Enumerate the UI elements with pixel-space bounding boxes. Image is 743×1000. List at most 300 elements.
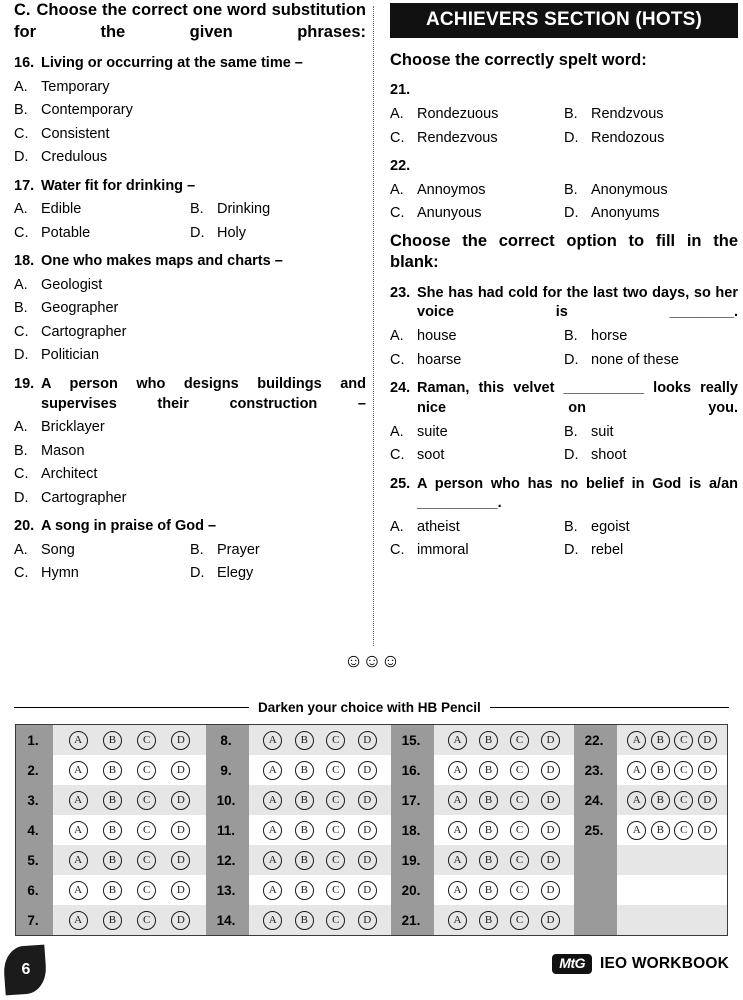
omr-bubble-d[interactable]: D bbox=[358, 851, 377, 870]
omr-bubble-c[interactable]: C bbox=[510, 911, 529, 930]
option-row[interactable] bbox=[14, 440, 366, 463]
smiley-faces-icon: ☺☺☺ bbox=[343, 651, 400, 672]
option-row[interactable] bbox=[390, 127, 564, 150]
question-25-number: 25. bbox=[390, 475, 411, 492]
omr-number: 6. bbox=[27, 882, 39, 898]
question-17-stem: Water fit for drinking – bbox=[41, 177, 196, 194]
omr-bubble-a[interactable]: A bbox=[263, 761, 282, 780]
question-25 bbox=[390, 475, 738, 563]
option-text: atheist bbox=[417, 518, 460, 535]
omr-number-column bbox=[206, 725, 249, 935]
page-footer bbox=[0, 944, 743, 1000]
omr-bubble-a[interactable]: A bbox=[69, 791, 88, 810]
omr-row[interactable] bbox=[617, 755, 727, 785]
omr-bubble-a[interactable]: A bbox=[69, 731, 88, 750]
question-23-stem-wrap bbox=[390, 284, 738, 323]
omr-bubble-a[interactable]: A bbox=[69, 911, 88, 930]
omr-bubble-a[interactable]: A bbox=[69, 881, 88, 900]
omr-bubble-b[interactable]: B bbox=[651, 731, 670, 750]
omr-bubble-c[interactable]: C bbox=[137, 731, 156, 750]
option-pair-row bbox=[390, 516, 738, 539]
option-label: B. bbox=[564, 106, 578, 123]
omr-bubble-c[interactable]: C bbox=[674, 761, 693, 780]
option-row[interactable] bbox=[14, 198, 190, 221]
omr-row-empty bbox=[617, 845, 727, 875]
option-row[interactable] bbox=[190, 562, 366, 585]
option-text: Consistent bbox=[41, 125, 110, 142]
omr-bubble-a[interactable]: A bbox=[448, 911, 467, 930]
option-pair-row bbox=[390, 421, 738, 444]
option-text: Geographer bbox=[41, 300, 119, 317]
omr-bubble-b[interactable]: B bbox=[479, 911, 498, 930]
option-label: D. bbox=[564, 351, 579, 368]
option-row[interactable] bbox=[14, 146, 366, 169]
option-row[interactable] bbox=[564, 179, 738, 202]
omr-row[interactable] bbox=[249, 875, 391, 905]
question-22-options bbox=[390, 179, 738, 226]
option-text: Potable bbox=[41, 224, 91, 241]
omr-bubble-a[interactable]: A bbox=[69, 761, 88, 780]
option-row[interactable] bbox=[390, 325, 564, 348]
option-text: house bbox=[417, 328, 457, 345]
omr-bubble-a[interactable]: A bbox=[69, 821, 88, 840]
option-pair-row bbox=[390, 127, 738, 150]
omr-bubble-column bbox=[53, 725, 206, 935]
option-label: B. bbox=[564, 423, 578, 440]
rule-left bbox=[14, 707, 249, 708]
option-row[interactable] bbox=[390, 349, 564, 372]
option-text: hoarse bbox=[417, 351, 462, 368]
omr-number-empty bbox=[574, 905, 617, 935]
omr-bubble-a[interactable]: A bbox=[448, 821, 467, 840]
omr-row[interactable] bbox=[617, 785, 727, 815]
omr-bubble-c[interactable]: C bbox=[510, 731, 529, 750]
omr-bubble-a[interactable]: A bbox=[448, 761, 467, 780]
omr-row[interactable] bbox=[249, 725, 391, 755]
omr-bubble-b[interactable]: B bbox=[295, 851, 314, 870]
omr-bubble-d[interactable]: D bbox=[358, 911, 377, 930]
omr-bubble-d[interactable]: D bbox=[358, 761, 377, 780]
omr-bubble-c[interactable]: C bbox=[510, 881, 529, 900]
omr-bubble-d[interactable]: D bbox=[358, 821, 377, 840]
omr-bubble-c[interactable]: C bbox=[510, 761, 529, 780]
option-label: C. bbox=[390, 542, 405, 559]
omr-row[interactable] bbox=[53, 845, 206, 875]
question-21-number: 21. bbox=[390, 82, 411, 99]
omr-number: 16. bbox=[401, 762, 421, 778]
section-c-label: C. bbox=[14, 1, 31, 19]
omr-bubble-c[interactable]: C bbox=[510, 791, 529, 810]
omr-bubble-a[interactable]: A bbox=[448, 851, 467, 870]
omr-number: 10. bbox=[216, 792, 236, 808]
omr-bubble-d[interactable]: D bbox=[171, 731, 190, 750]
option-text: Anonymous bbox=[591, 181, 668, 198]
omr-bubble-b[interactable]: B bbox=[295, 881, 314, 900]
question-17-stem-wrap bbox=[14, 177, 366, 197]
column-divider bbox=[373, 6, 374, 646]
option-label: B. bbox=[564, 518, 578, 535]
omr-bubble-d[interactable]: D bbox=[541, 881, 560, 900]
option-label: B. bbox=[564, 328, 578, 345]
omr-bubble-c[interactable]: C bbox=[674, 791, 693, 810]
omr-bubble-d[interactable]: D bbox=[541, 761, 560, 780]
omr-row[interactable] bbox=[53, 755, 206, 785]
omr-bubble-d[interactable]: D bbox=[541, 851, 560, 870]
omr-row[interactable] bbox=[249, 815, 391, 845]
option-text: Anonyums bbox=[591, 205, 660, 222]
omr-bubble-c[interactable]: C bbox=[326, 761, 345, 780]
option-label: C. bbox=[390, 205, 405, 222]
option-text: shoot bbox=[591, 447, 627, 464]
omr-bubble-d[interactable]: D bbox=[171, 761, 190, 780]
omr-bubble-b[interactable]: B bbox=[295, 761, 314, 780]
option-label: B. bbox=[14, 442, 28, 459]
question-20-stem: A song in praise of God – bbox=[41, 518, 217, 535]
omr-number-empty bbox=[574, 875, 617, 905]
omr-bubble-a[interactable]: A bbox=[263, 851, 282, 870]
omr-bubble-b[interactable]: B bbox=[295, 731, 314, 750]
omr-bubble-d[interactable]: D bbox=[358, 731, 377, 750]
omr-bubble-b[interactable]: B bbox=[295, 821, 314, 840]
omr-bubble-a[interactable]: A bbox=[263, 911, 282, 930]
omr-bubble-b[interactable]: B bbox=[479, 851, 498, 870]
option-row[interactable] bbox=[390, 444, 564, 467]
omr-bubble-c[interactable]: C bbox=[326, 731, 345, 750]
omr-bubble-c[interactable]: C bbox=[674, 731, 693, 750]
option-pair-row bbox=[390, 202, 738, 225]
omr-bubble-c[interactable]: C bbox=[326, 881, 345, 900]
option-label: C. bbox=[14, 224, 29, 241]
omr-number: 22. bbox=[584, 732, 604, 748]
question-16-stem-wrap bbox=[14, 54, 366, 74]
omr-bubble-d[interactable]: D bbox=[358, 881, 377, 900]
option-text: Song bbox=[41, 541, 75, 558]
option-pair-row bbox=[390, 539, 738, 562]
option-label: B. bbox=[14, 102, 28, 119]
option-row[interactable] bbox=[14, 321, 366, 344]
option-text: Rondezuous bbox=[417, 106, 499, 123]
omr-bubble-c[interactable]: C bbox=[326, 821, 345, 840]
omr-bubble-d[interactable]: D bbox=[541, 791, 560, 810]
option-text: Annoymos bbox=[417, 181, 486, 198]
option-row[interactable] bbox=[14, 539, 190, 562]
option-row[interactable] bbox=[564, 127, 738, 150]
question-16 bbox=[14, 54, 366, 170]
omr-bubble-b[interactable]: B bbox=[479, 821, 498, 840]
omr-bubble-b[interactable]: B bbox=[479, 791, 498, 810]
omr-bubble-b[interactable]: B bbox=[651, 791, 670, 810]
option-row[interactable] bbox=[564, 202, 738, 225]
option-text: Cartographer bbox=[41, 489, 127, 506]
option-text: Architect bbox=[41, 466, 98, 483]
omr-bubble-c[interactable]: C bbox=[137, 851, 156, 870]
option-label: D. bbox=[564, 447, 579, 464]
omr-bubble-b[interactable]: B bbox=[651, 761, 670, 780]
option-row[interactable] bbox=[14, 562, 190, 585]
option-label: D. bbox=[564, 542, 579, 559]
omr-bubble-a[interactable]: A bbox=[448, 791, 467, 810]
option-pair-row bbox=[390, 179, 738, 202]
omr-bubble-a[interactable]: A bbox=[627, 731, 646, 750]
omr-number: 15. bbox=[401, 732, 421, 748]
question-23-number: 23. bbox=[390, 284, 411, 301]
option-text: Credulous bbox=[41, 149, 108, 166]
option-label: A. bbox=[14, 201, 28, 218]
omr-answer-grid[interactable] bbox=[15, 724, 728, 936]
question-25-stem-wrap bbox=[390, 475, 738, 514]
omr-row[interactable] bbox=[434, 845, 574, 875]
omr-number: 14. bbox=[216, 912, 236, 928]
option-row[interactable] bbox=[564, 103, 738, 126]
option-text: Temporary bbox=[41, 78, 110, 95]
omr-number: 3. bbox=[27, 792, 39, 808]
omr-bubble-b[interactable]: B bbox=[103, 821, 122, 840]
omr-bubble-d[interactable]: D bbox=[171, 821, 190, 840]
option-text: Rendozous bbox=[591, 129, 665, 146]
question-24 bbox=[390, 379, 738, 467]
omr-bubble-b[interactable]: B bbox=[479, 761, 498, 780]
option-row[interactable] bbox=[564, 421, 738, 444]
omr-number: 23. bbox=[584, 762, 604, 778]
option-pair-row bbox=[390, 103, 738, 126]
option-pair-row bbox=[390, 444, 738, 467]
option-row[interactable] bbox=[14, 99, 366, 122]
omr-bubble-a[interactable]: A bbox=[263, 881, 282, 900]
omr-bubble-c[interactable]: C bbox=[326, 911, 345, 930]
question-21-stem-wrap bbox=[390, 81, 738, 101]
option-row[interactable] bbox=[190, 539, 366, 562]
omr-row[interactable] bbox=[434, 815, 574, 845]
omr-number: 5. bbox=[27, 852, 39, 868]
option-row[interactable] bbox=[14, 463, 366, 486]
option-text: Contemporary bbox=[41, 102, 133, 119]
omr-bubble-d[interactable]: D bbox=[541, 731, 560, 750]
omr-bubble-c[interactable]: C bbox=[137, 821, 156, 840]
option-label: D. bbox=[14, 347, 29, 364]
omr-bubble-c[interactable]: C bbox=[137, 791, 156, 810]
option-row[interactable] bbox=[564, 349, 738, 372]
omr-row[interactable] bbox=[617, 725, 727, 755]
omr-bubble-a[interactable]: A bbox=[448, 731, 467, 750]
option-label: D. bbox=[564, 129, 579, 146]
option-row[interactable] bbox=[14, 344, 366, 367]
option-label: A. bbox=[14, 541, 28, 558]
option-text: Edible bbox=[41, 201, 82, 218]
omr-bubble-a[interactable]: A bbox=[263, 821, 282, 840]
option-row[interactable] bbox=[190, 222, 366, 245]
omr-bubble-b[interactable]: B bbox=[103, 881, 122, 900]
omr-bubble-c[interactable]: C bbox=[137, 881, 156, 900]
omr-bubble-c[interactable]: C bbox=[137, 911, 156, 930]
option-label: C. bbox=[390, 351, 405, 368]
omr-number: 8. bbox=[220, 732, 232, 748]
question-18-options bbox=[14, 274, 366, 368]
omr-bubble-d[interactable]: D bbox=[698, 821, 717, 840]
option-row[interactable] bbox=[564, 539, 738, 562]
option-pair-row bbox=[390, 325, 738, 348]
option-row[interactable] bbox=[14, 274, 366, 297]
option-label: A. bbox=[390, 106, 404, 123]
omr-number: 12. bbox=[216, 852, 236, 868]
question-24-number: 24. bbox=[390, 380, 411, 397]
option-label: C. bbox=[14, 466, 29, 483]
option-label: A. bbox=[14, 78, 28, 95]
omr-bubble-b[interactable]: B bbox=[103, 851, 122, 870]
question-23-options bbox=[390, 325, 738, 372]
option-row[interactable] bbox=[390, 202, 564, 225]
omr-bubble-b[interactable]: B bbox=[103, 731, 122, 750]
option-pair-row bbox=[14, 222, 366, 245]
omr-bubble-a[interactable]: A bbox=[627, 791, 646, 810]
omr-row[interactable] bbox=[53, 725, 206, 755]
omr-number: 1. bbox=[27, 732, 39, 748]
omr-bubble-a[interactable]: A bbox=[69, 851, 88, 870]
omr-bubble-d[interactable]: D bbox=[358, 791, 377, 810]
option-row[interactable] bbox=[390, 421, 564, 444]
option-row[interactable] bbox=[564, 325, 738, 348]
omr-bubble-c[interactable]: C bbox=[326, 851, 345, 870]
omr-bubble-b[interactable]: B bbox=[295, 791, 314, 810]
question-19-stem-wrap bbox=[14, 375, 366, 414]
omr-bubble-a[interactable]: A bbox=[448, 881, 467, 900]
option-row[interactable] bbox=[390, 539, 564, 562]
question-19-number: 19. bbox=[14, 375, 35, 392]
omr-bubble-d[interactable]: D bbox=[171, 911, 190, 930]
option-pair-row bbox=[14, 539, 366, 562]
omr-bubble-a[interactable]: A bbox=[263, 731, 282, 750]
omr-row[interactable] bbox=[434, 785, 574, 815]
option-row[interactable] bbox=[190, 198, 366, 221]
omr-bubble-b[interactable]: B bbox=[295, 911, 314, 930]
omr-bubble-b[interactable]: B bbox=[651, 821, 670, 840]
omr-row[interactable] bbox=[249, 785, 391, 815]
omr-bubble-b[interactable]: B bbox=[103, 911, 122, 930]
omr-number: 24. bbox=[584, 792, 604, 808]
option-text: soot bbox=[417, 447, 445, 464]
omr-row[interactable] bbox=[434, 875, 574, 905]
omr-row[interactable] bbox=[249, 755, 391, 785]
omr-row[interactable] bbox=[434, 725, 574, 755]
rule-right bbox=[490, 707, 729, 708]
omr-number-column bbox=[16, 725, 53, 935]
omr-bubble-d[interactable]: D bbox=[698, 761, 717, 780]
omr-row[interactable] bbox=[434, 755, 574, 785]
option-label: D. bbox=[190, 224, 205, 241]
omr-bubble-d[interactable]: D bbox=[171, 881, 190, 900]
option-label: A. bbox=[390, 328, 404, 345]
omr-bubble-d[interactable]: D bbox=[171, 851, 190, 870]
omr-bubble-d[interactable]: D bbox=[698, 791, 717, 810]
option-label: C. bbox=[14, 125, 29, 142]
omr-number: 18. bbox=[401, 822, 421, 838]
omr-bubble-d[interactable]: D bbox=[541, 911, 560, 930]
option-row[interactable] bbox=[14, 222, 190, 245]
option-row[interactable] bbox=[390, 103, 564, 126]
section-c-title: Choose the correct one word substitution for the given phrases: bbox=[14, 1, 366, 41]
question-17 bbox=[14, 177, 366, 246]
omr-row[interactable] bbox=[53, 785, 206, 815]
omr-row[interactable] bbox=[434, 905, 574, 935]
option-row[interactable] bbox=[14, 76, 366, 99]
option-label: B. bbox=[564, 181, 578, 198]
option-row[interactable] bbox=[390, 179, 564, 202]
omr-row[interactable] bbox=[53, 905, 206, 935]
omr-row[interactable] bbox=[249, 845, 391, 875]
brand-footer bbox=[552, 954, 729, 974]
question-18-stem: One who makes maps and charts – bbox=[41, 253, 283, 270]
omr-bubble-c[interactable]: C bbox=[510, 821, 529, 840]
omr-bubble-c[interactable]: C bbox=[510, 851, 529, 870]
omr-bubble-b[interactable]: B bbox=[103, 791, 122, 810]
omr-bubble-d[interactable]: D bbox=[698, 731, 717, 750]
omr-number: 13. bbox=[216, 882, 236, 898]
omr-row[interactable] bbox=[53, 875, 206, 905]
omr-number: 4. bbox=[27, 822, 39, 838]
omr-bubble-b[interactable]: B bbox=[479, 881, 498, 900]
omr-number: 20. bbox=[401, 882, 421, 898]
option-label: B. bbox=[190, 201, 204, 218]
omr-number: 21. bbox=[401, 912, 421, 928]
option-row[interactable] bbox=[14, 416, 366, 439]
omr-block-1 bbox=[16, 725, 206, 935]
omr-instruction-text: Darken your choice with HB Pencil bbox=[258, 700, 481, 715]
question-24-stem: Raman, this velvet __________ looks really nice on you. bbox=[417, 380, 738, 416]
omr-block-2 bbox=[206, 725, 391, 935]
option-label: B. bbox=[190, 541, 204, 558]
omr-row[interactable] bbox=[53, 815, 206, 845]
omr-row[interactable] bbox=[249, 905, 391, 935]
omr-number-column bbox=[391, 725, 434, 935]
option-row[interactable] bbox=[14, 487, 366, 510]
omr-bubble-d[interactable]: D bbox=[171, 791, 190, 810]
omr-row[interactable] bbox=[617, 815, 727, 845]
omr-bubble-c[interactable]: C bbox=[326, 791, 345, 810]
option-label: A. bbox=[390, 181, 404, 198]
option-text: suite bbox=[417, 423, 448, 440]
omr-number: 19. bbox=[401, 852, 421, 868]
option-text: Holy bbox=[217, 224, 247, 241]
omr-bubble-b[interactable]: B bbox=[479, 731, 498, 750]
omr-bubble-column bbox=[617, 725, 727, 935]
omr-bubble-b[interactable]: B bbox=[103, 761, 122, 780]
omr-bubble-a[interactable]: A bbox=[627, 761, 646, 780]
option-label: B. bbox=[14, 300, 28, 317]
fill-blank-heading: Choose the correct option to fill in the blank: bbox=[390, 231, 738, 272]
option-label: C. bbox=[14, 565, 29, 582]
omr-block-3 bbox=[391, 725, 574, 935]
option-text: egoist bbox=[591, 518, 630, 535]
question-21-options bbox=[390, 103, 738, 150]
question-24-options bbox=[390, 421, 738, 468]
option-row[interactable] bbox=[564, 516, 738, 539]
omr-bubble-c[interactable]: C bbox=[137, 761, 156, 780]
question-19-options bbox=[14, 416, 366, 510]
question-19-stem: A person who designs buildings and supervises their construction – bbox=[41, 375, 366, 412]
option-label: D. bbox=[190, 565, 205, 582]
option-row[interactable] bbox=[14, 123, 366, 146]
omr-bubble-c[interactable]: C bbox=[674, 821, 693, 840]
omr-bubble-a[interactable]: A bbox=[263, 791, 282, 810]
option-row[interactable] bbox=[390, 516, 564, 539]
option-row[interactable] bbox=[564, 444, 738, 467]
page-number-badge bbox=[4, 946, 46, 994]
omr-bubble-a[interactable]: A bbox=[627, 821, 646, 840]
question-20-options bbox=[14, 539, 366, 586]
question-20 bbox=[14, 517, 366, 586]
omr-number: 11. bbox=[216, 822, 236, 838]
omr-bubble-d[interactable]: D bbox=[541, 821, 560, 840]
option-row[interactable] bbox=[14, 297, 366, 320]
